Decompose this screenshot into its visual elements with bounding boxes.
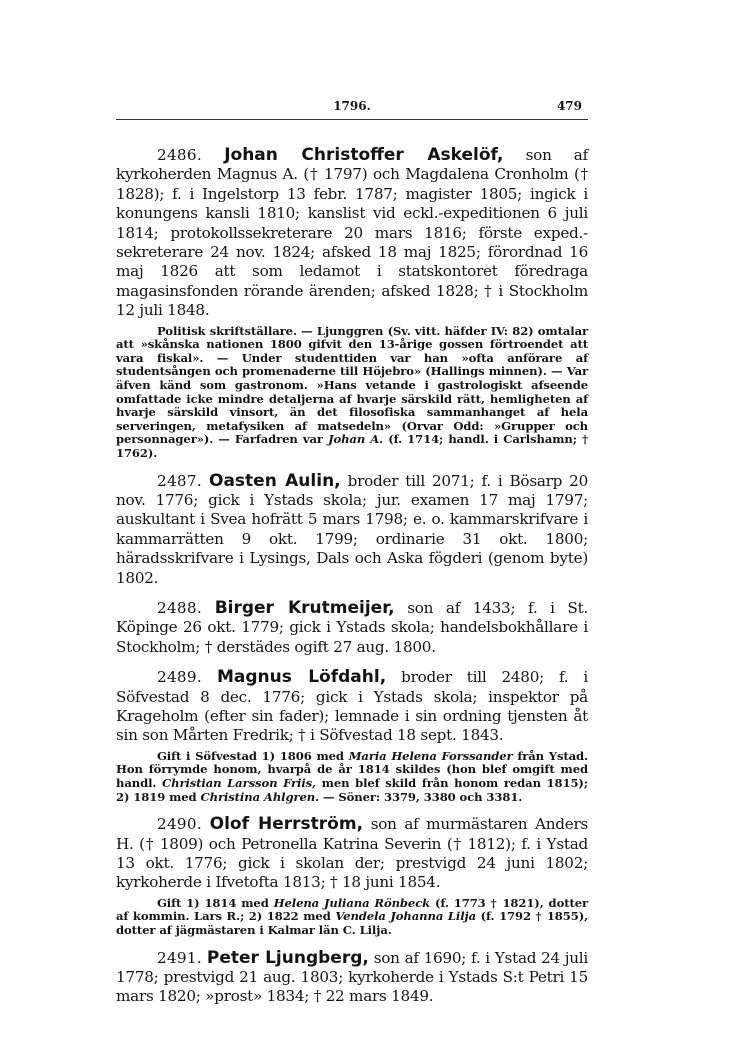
note-italic: Maria Helena Forssander	[348, 748, 513, 763]
note-text: (f. 1792 † 1855), dotter af jägmästaren i Kalmar län C. Lilja.	[116, 909, 589, 938]
page-number: 479	[556, 99, 582, 113]
entry-body: broder till 2071; f. i Bösarp 20 nov. 1776; gick i Ystads skola; jur. examen 17 maj 1797; auskultant i Svea hofrätt 5 mars 1798; e. o. kammarskrifvare i kammarrätten 9 okt. 1799; ordinarie 31 okt. 1800; häradsskrifvare i Lysings, Dals och Aska fögderi (genom byte) 1802.	[116, 471, 588, 587]
note-text: Politisk skriftställare. — Ljunggren (Sv. vitt. häfder IV: 82) omtalar att »skånska nationen 1800 gifvit den 13-årige gossen förtroendet att vara fiskal». — Under studenttiden var han »ofta anförare af studentsången och promenaderne till Höjebro» (Hallings minnen). — Var äfven känd som gastronom. »Hans vetande i gastrologiskt afseende omfattade icke mindre detaljerna af hvarje särskild rätt, hemligheten af hvarje särskild vinsort, än det filosofiska sammanhanget af hela serveringen, metafysiken af matsedeln» (Orvar Odd: »Grupper och personnager»). — Farfadren var	[116, 323, 588, 447]
running-header	[116, 97, 588, 120]
entry-number: 2487.	[157, 471, 202, 490]
note-text: från Ystad. Hon förrymde honom, hvarpå de år 1814 skildes (hon blef omgift med handl.	[116, 748, 588, 791]
entry-note	[116, 897, 588, 938]
entry-number: 2489.	[157, 668, 202, 687]
entry-number: 2491.	[157, 948, 202, 967]
entry-body: son af kyrkoherden Magnus A. († 1797) och Magdalena Cronholm († 1828); f. i Ingelstorp 13 febr. 1787; magister 1805; ingick i konungens kansli 1810; kanslist vid eckl.-expeditionen 6 juli 1814; protokollssekreterare 20 mars 1816; förste exped.-sekreterare 24 nov. 1824; afsked 18 maj 1825; förordnad 16 maj 1826 att som ledamot i statskontoret föredraga magasinsfonden rörande ärenden; afsked 1828; † i Stockholm 12 juli 1848.	[116, 146, 588, 320]
note-text: (f. 1714; handl. i Carlshamn; † 1762).	[116, 432, 588, 460]
note-italic: Helena Juliana Rönbeck	[273, 895, 431, 910]
entry-2488	[116, 599, 588, 657]
person-name: Oasten Aulin,	[209, 470, 341, 491]
entry-body: son af murmästaren Anders H. († 1809) och Petronella Katrina Severin († 1812); f. i Ystad 13 okt. 1776; gick i skolan der; prestvigd 24 juni 1802; kyrkoherde i Ifvetofta 1813; † 18 juni 1854.	[116, 815, 588, 892]
person-name: Olof Herrström,	[209, 814, 364, 835]
note-italic: Vendela Johanna Lilja	[335, 909, 477, 924]
entry-note	[116, 325, 588, 461]
entry-number: 2486.	[157, 146, 202, 164]
entry-number: 2488.	[157, 599, 202, 618]
person-name: Birger Krutmeijer,	[214, 598, 395, 619]
entry-text	[116, 599, 588, 657]
entry-text	[116, 815, 588, 893]
note-text: — Söner: 3379, 3380 och 3381.	[319, 789, 523, 804]
entry-number: 2490.	[157, 815, 202, 834]
entry-body: son af 1433; f. i St. Köpinge 26 okt. 1779; gick i Ystads skola; handelsbokhållare i Stockholm; † derstädes ogift 27 aug. 1800.	[116, 599, 589, 656]
person-name: Peter Ljungberg,	[206, 947, 369, 968]
note-text: (f. 1773 † 1821), dotter af kommin. Lars R.; 2) 1822 med	[116, 895, 588, 924]
entry-2486	[116, 146, 588, 461]
person-name: Johan Christoffer Askelöf,	[224, 145, 504, 165]
note-text: men blef skild från honom redan 1815); 2) 1819 med	[116, 776, 588, 804]
entry-2490	[116, 815, 588, 937]
entry-text	[116, 949, 588, 1007]
entry-text	[116, 146, 588, 321]
entry-note	[116, 750, 588, 804]
entry-2489	[116, 668, 588, 804]
entry-2491	[116, 949, 588, 1007]
note-text: Gift 1) 1814 med	[157, 895, 274, 910]
document-page	[116, 97, 588, 1018]
entry-body: broder till 2480; f. i Söfvestad 8 dec. 1776; gick i Ystads skola; inspektor på Krageholm (efter sin fader); lemnade i sin ordning tjensten åt sin son Mårten Fredrik; † i Söfvestad 18 sept. 1843.	[116, 668, 588, 745]
person-name: Magnus Löfdahl,	[217, 667, 387, 688]
entry-text	[116, 472, 588, 588]
entry-2487	[116, 472, 588, 588]
note-italic: Christian Larsson Friis,	[161, 776, 316, 791]
note-italic: Johan A.	[328, 432, 384, 447]
page-year: 1796.	[333, 99, 371, 113]
entry-text	[116, 668, 588, 746]
note-italic: Christina Ahlgren.	[200, 789, 320, 804]
entry-body: son af 1690; f. i Ystad 24 juli 1778; prestvigd 21 aug. 1803; kyrkoherde i Ystads S:t Petri 15 mars 1820; »prost» 1834; † 22 mars 1849.	[116, 948, 589, 1006]
note-text: Gift i Söfvestad 1) 1806 med	[157, 748, 349, 763]
